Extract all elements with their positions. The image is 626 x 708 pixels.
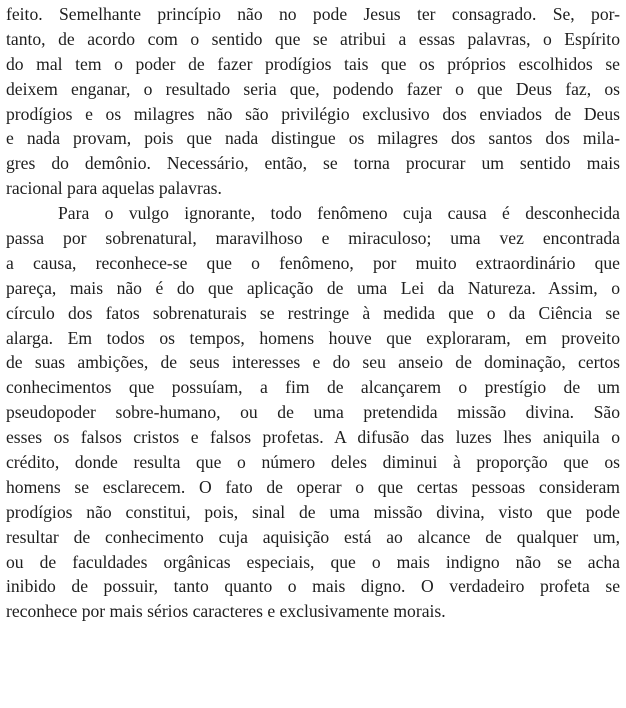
text-line: feito. Semelhante princípio não no pode Jesus ter consagrado. Se, por- [6, 4, 620, 24]
text-line: e nada provam, pois que nada distingue os milagres dos santos dos mila- [6, 128, 620, 149]
text-line: homens se esclarecem. O fato de operar o que certas pessoas consideram [6, 476, 620, 497]
text-line: prodígios não constitui, pois, sinal de uma missão divina, visto que pode [6, 501, 620, 522]
text-line: passa por sobrenatural, maravilhoso e miraculoso; uma vez encontrada [6, 228, 620, 249]
text-line: círculo dos fatos sobrenaturais se restringe à medida que o da Ciência se [6, 302, 620, 323]
text-line: do mal tem o poder de fazer prodígios tais que os próprios escolhidos se [6, 53, 620, 74]
text-line: gres do demônio. Necessário, então, se torna procurar um sentido mais [6, 153, 620, 174]
text-line: de suas ambições, de seus interesses e do seu anseio de dominação, certos [6, 352, 620, 373]
text-line: reconhece por mais sérios caracteres e exclusivamente morais. [6, 601, 446, 622]
paragraph-2 [6, 201, 620, 624]
text-line: esses os falsos cristos e falsos profetas. A difusão das luzes lhes aniquila o [6, 427, 620, 448]
text-line: deixem enganar, o resultado seria que, podendo fazer o que Deus faz, os [6, 78, 620, 99]
text-line: pseudopoder sobre-humano, ou de uma pretendida missão divina. São [6, 402, 620, 423]
text-line: Para o vulgo ignorante, todo fenômeno cuja causa é desconhecida [58, 203, 620, 224]
text-line: racional para aquelas palavras. [6, 178, 222, 199]
text-line: inibido de possuir, tanto quanto o mais digno. O verdadeiro profeta se [6, 576, 620, 597]
paragraph-1 [6, 2, 620, 201]
document-page [6, 2, 620, 624]
text-line: a causa, reconhece-se que o fenômeno, por muito extraordinário que [6, 252, 620, 273]
text-line: tanto, de acordo com o sentido que se atribui a essas palavras, o Espírito [6, 28, 620, 49]
text-line: prodígios e os milagres não são privilégio exclusivo dos enviados de Deus [6, 103, 620, 124]
text-line: crédito, donde resulta que o número deles diminui à proporção que os [6, 452, 620, 473]
text-line: conhecimentos que possuíam, a fim de alcançarem o prestígio de um [6, 377, 620, 398]
text-line: pareça, mais não é do que aplicação de uma Lei da Natureza. Assim, o [6, 277, 620, 298]
text-line: ou de faculdades orgânicas especiais, que o mais indigno não se acha [6, 551, 620, 572]
text-line: resultar de conhecimento cuja aquisição está ao alcance de qualquer um, [6, 526, 620, 547]
text-line: alarga. Em todos os tempos, homens houve que exploraram, em proveito [6, 327, 620, 348]
